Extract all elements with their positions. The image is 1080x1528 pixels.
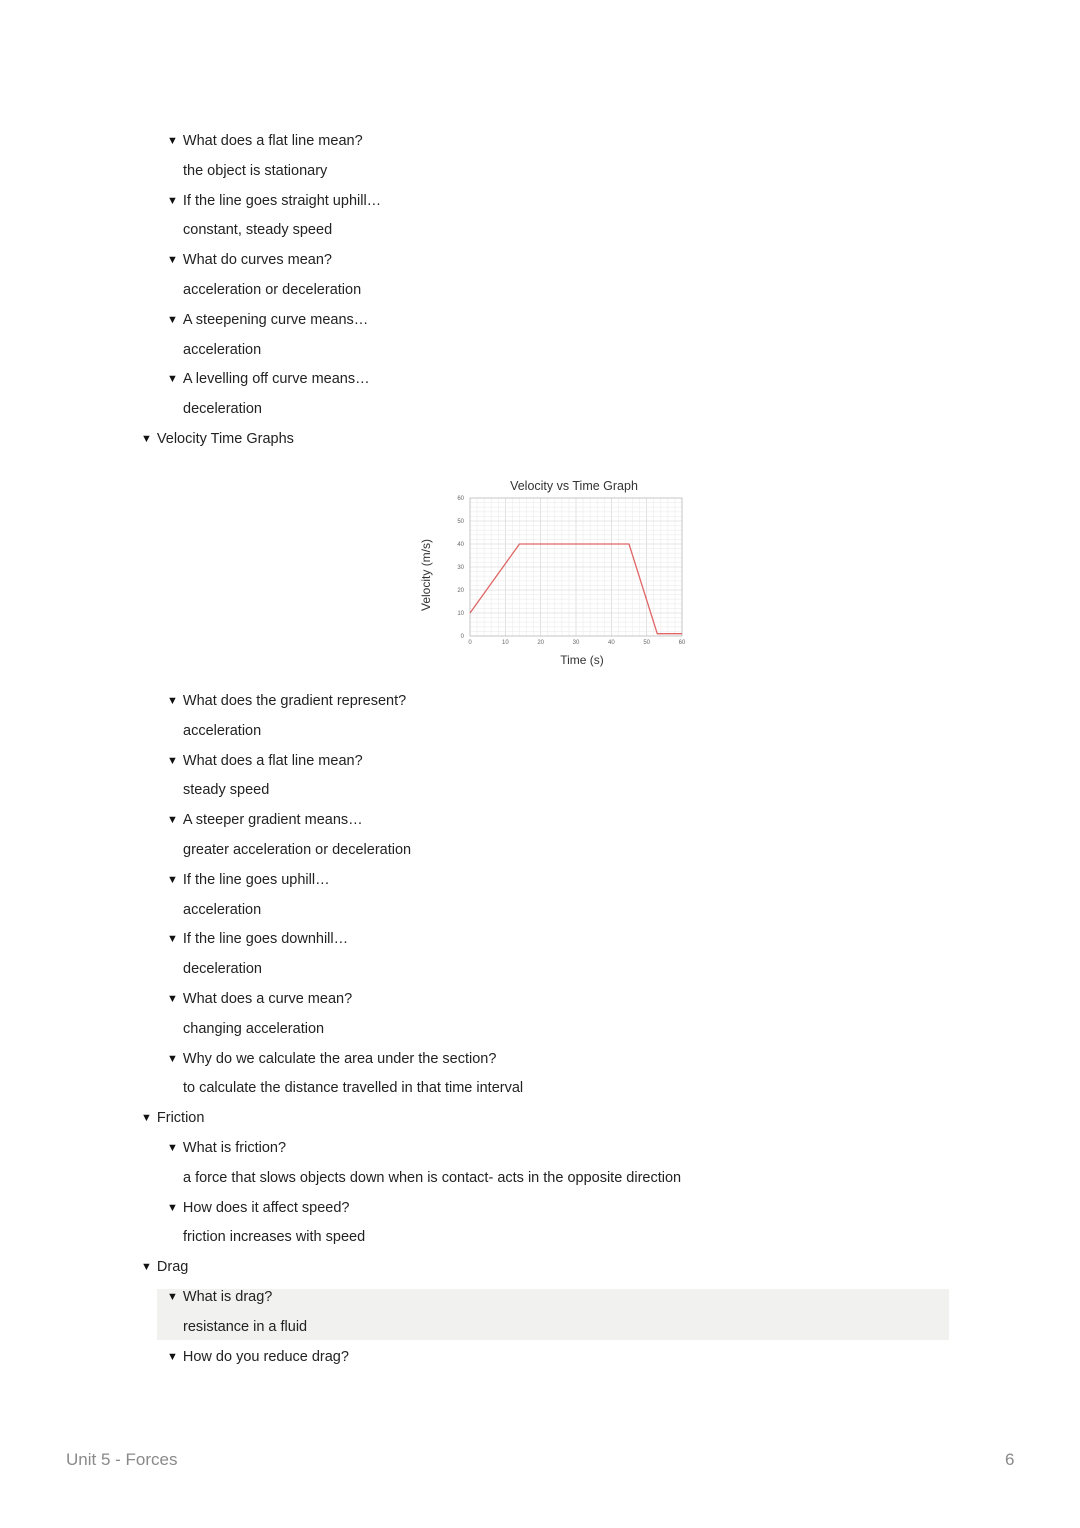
page-number: 6 <box>1005 1450 1015 1469</box>
toggle-triangle-icon[interactable]: ▼ <box>167 1291 178 1303</box>
toggle-answer <box>183 1169 681 1187</box>
outline-text: Drag <box>156 1259 189 1276</box>
toggle-triangle-icon[interactable]: ▼ <box>167 1052 178 1065</box>
outline-text: Velocity Time Graphs <box>156 431 294 447</box>
toggle-triangle-icon[interactable]: ▼ <box>167 695 178 707</box>
outline-text: What is drag? <box>182 1289 273 1305</box>
toggle-triangle-icon[interactable]: ▼ <box>167 1350 178 1363</box>
toggle-triangle-icon[interactable]: ▼ <box>167 1201 178 1214</box>
toggle-question[interactable] <box>167 1139 286 1157</box>
toggle-question[interactable] <box>167 752 363 770</box>
toggle-answer <box>183 221 332 239</box>
toggle-answer <box>183 781 269 799</box>
y-tick-label: 10 <box>457 611 464 617</box>
toggle-triangle-icon[interactable]: ▼ <box>167 373 178 386</box>
y-tick-label: 60 <box>457 496 464 502</box>
outline-text: friction increases with speed <box>183 1229 366 1246</box>
x-axis-label: Time (s) <box>560 653 604 667</box>
toggle-answer <box>183 281 361 299</box>
outline-text: What does a flat line mean? <box>182 133 363 149</box>
y-tick-label: 40 <box>457 542 464 548</box>
toggle-triangle-icon[interactable]: ▼ <box>167 194 178 207</box>
section-heading[interactable] <box>141 1258 188 1276</box>
x-tick-label: 20 <box>537 640 545 646</box>
toggle-triangle-icon[interactable]: ▼ <box>167 754 178 767</box>
y-tick-label: 0 <box>460 634 464 640</box>
outline-text: the object is stationary <box>183 162 328 179</box>
outline-text: What does the gradient represent? <box>182 693 407 709</box>
outline-text: What is friction? <box>182 1140 287 1156</box>
toggle-answer <box>183 841 411 859</box>
toggle-triangle-icon[interactable]: ▼ <box>167 814 178 827</box>
outline-text: How do you reduce drag? <box>182 1348 349 1365</box>
outline-text: constant, steady speed <box>183 222 333 239</box>
toggle-answer <box>183 1318 307 1336</box>
toggle-answer <box>183 901 261 919</box>
toggle-question[interactable] <box>167 811 363 829</box>
outline-text: steady speed <box>183 782 270 799</box>
toggle-triangle-icon[interactable]: ▼ <box>167 313 178 326</box>
outline-text: What do curves mean? <box>182 252 332 269</box>
toggle-triangle-icon[interactable]: ▼ <box>167 254 178 267</box>
outline-text: a force that slows objects down when is contact- acts in the opposite direction <box>183 1169 682 1186</box>
velocity-time-chart <box>410 470 700 680</box>
toggle-question[interactable] <box>167 192 381 210</box>
toggle-triangle-icon[interactable]: ▼ <box>167 933 178 946</box>
outline-text: deceleration <box>183 961 262 978</box>
toggle-answer <box>183 722 261 740</box>
toggle-answer <box>183 162 327 180</box>
toggle-question[interactable] <box>167 871 330 889</box>
outline-text: A levelling off curve means… <box>182 371 370 388</box>
outline-text: A steeper gradient means… <box>182 812 363 829</box>
outline-text: deceleration <box>183 401 262 418</box>
outline-text: greater acceleration or deceleration <box>183 842 412 858</box>
outline-text: What does a flat line mean? <box>182 752 363 769</box>
toggle-answer <box>183 400 262 418</box>
toggle-question[interactable] <box>167 311 368 329</box>
outline-text: to calculate the distance travelled in that time interval <box>183 1080 524 1097</box>
toggle-triangle-icon[interactable]: ▼ <box>141 1261 152 1274</box>
x-tick-label: 10 <box>501 640 509 646</box>
outline-text: acceleration <box>183 722 262 739</box>
outline-text: resistance in a fluid <box>183 1318 308 1335</box>
toggle-question[interactable] <box>167 1288 272 1306</box>
x-tick-label: 0 <box>468 640 472 646</box>
y-tick-label: 20 <box>457 588 464 594</box>
toggle-question[interactable] <box>167 370 370 388</box>
outline-text: What does a curve mean? <box>182 991 353 1007</box>
toggle-triangle-icon[interactable]: ▼ <box>141 1112 152 1125</box>
outline-text: How does it affect speed? <box>182 1199 350 1216</box>
y-tick-label: 50 <box>457 519 464 525</box>
toggle-question[interactable] <box>167 990 352 1008</box>
toggle-answer <box>183 341 261 359</box>
toggle-question[interactable] <box>167 251 332 269</box>
outline-text: A steepening curve means… <box>182 311 369 328</box>
outline-text: acceleration <box>183 901 262 918</box>
outline-text: If the line goes downhill… <box>182 931 349 948</box>
toggle-triangle-icon[interactable]: ▼ <box>167 135 178 147</box>
toggle-question[interactable] <box>167 132 363 150</box>
toggle-answer <box>183 1079 523 1097</box>
outline-text: acceleration <box>183 341 262 358</box>
outline-text: If the line goes uphill… <box>182 871 330 888</box>
toggle-triangle-icon[interactable]: ▼ <box>167 1142 178 1154</box>
toggle-answer <box>183 960 262 978</box>
toggle-answer <box>183 1228 365 1246</box>
toggle-question[interactable] <box>167 930 348 948</box>
outline-text: changing acceleration <box>183 1020 325 1037</box>
x-tick-label: 50 <box>643 640 651 646</box>
chart-title: Velocity vs Time Graph <box>510 479 638 493</box>
toggle-triangle-icon[interactable]: ▼ <box>167 993 178 1005</box>
toggle-question[interactable] <box>167 1348 349 1366</box>
toggle-answer <box>183 1020 324 1038</box>
x-tick-label: 40 <box>607 640 615 646</box>
toggle-question[interactable] <box>167 1199 349 1217</box>
outline-text: Why do we calculate the area under the section? <box>182 1050 497 1067</box>
outline-text: Friction <box>156 1110 205 1127</box>
outline-text: acceleration or deceleration <box>183 282 362 298</box>
section-heading[interactable] <box>141 430 294 448</box>
toggle-triangle-icon[interactable]: ▼ <box>141 433 152 445</box>
toggle-triangle-icon[interactable]: ▼ <box>167 873 178 886</box>
toggle-question[interactable] <box>167 692 406 710</box>
footer-title: Unit 5 - Forces <box>66 1450 178 1469</box>
toggle-question[interactable] <box>167 1050 496 1068</box>
y-tick-label: 30 <box>457 565 464 571</box>
x-tick-label: 60 <box>678 640 686 646</box>
y-axis-label: Velocity (m/s) <box>419 538 433 612</box>
outline-text: If the line goes straight uphill… <box>182 192 382 209</box>
section-heading[interactable] <box>141 1109 204 1127</box>
x-tick-label: 30 <box>572 640 580 646</box>
